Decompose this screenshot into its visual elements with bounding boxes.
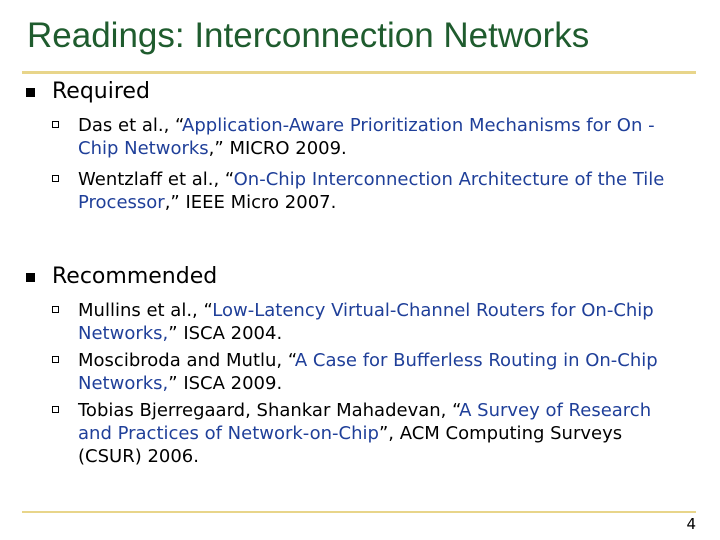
hollow-square-bullet-icon bbox=[52, 306, 59, 313]
reference-link[interactable]: A Case for Bufferless Routing in On-Chip Networks, bbox=[78, 350, 658, 394]
reference-link[interactable]: Low-Latency Virtual-Channel Routers for On-Chip Networks, bbox=[78, 300, 654, 344]
hollow-square-bullet-icon bbox=[52, 356, 59, 363]
square-bullet-icon bbox=[26, 273, 35, 282]
reference-prefix: Wentzlaff et al., “ bbox=[78, 169, 234, 190]
reference-suffix: ,” IEEE Micro 2007. bbox=[164, 192, 337, 213]
reference-prefix: Tobias Bjerregaard, Shankar Mahadevan, “ bbox=[78, 400, 460, 421]
footer-rule bbox=[22, 511, 696, 513]
reference-suffix: ,” MICRO 2009. bbox=[208, 138, 347, 159]
slide-title: Readings: Interconnection Networks bbox=[27, 16, 590, 55]
reference-link[interactable]: A Survey of Research and Practices of Network-on-Chip bbox=[78, 400, 652, 444]
reference-item bbox=[26, 114, 690, 160]
hollow-square-bullet-icon bbox=[52, 175, 59, 182]
reference-item bbox=[26, 168, 690, 214]
reference-prefix: Das et al., “ bbox=[78, 115, 183, 136]
page-number: 4 bbox=[686, 515, 696, 533]
required-section bbox=[26, 78, 696, 214]
hollow-square-bullet-icon bbox=[52, 121, 59, 128]
reference-link[interactable]: On-Chip Interconnection Architecture of the Tile Processor bbox=[78, 169, 665, 213]
square-bullet-icon bbox=[26, 88, 35, 97]
recommended-section bbox=[26, 263, 696, 468]
reference-suffix: ” ISCA 2009. bbox=[168, 373, 283, 394]
reference-item bbox=[26, 399, 690, 468]
reference-item bbox=[26, 299, 690, 345]
reference-link[interactable]: Application-Aware Prioritization Mechanisms for On -Chip Networks bbox=[78, 115, 655, 159]
reference-item bbox=[26, 349, 690, 395]
recommended-heading-row bbox=[26, 263, 696, 291]
reference-prefix: Mullins et al., “ bbox=[78, 300, 213, 321]
hollow-square-bullet-icon bbox=[52, 406, 59, 413]
title-underline bbox=[22, 71, 696, 74]
reference-prefix: Moscibroda and Mutlu, “ bbox=[78, 350, 295, 371]
reference-suffix: ”, ACM Computing Surveys (CSUR) 2006. bbox=[78, 423, 623, 467]
recommended-heading: Recommended bbox=[52, 264, 218, 289]
reference-suffix: ” ISCA 2004. bbox=[168, 323, 283, 344]
required-heading-row bbox=[26, 78, 696, 106]
required-heading: Required bbox=[52, 79, 150, 104]
